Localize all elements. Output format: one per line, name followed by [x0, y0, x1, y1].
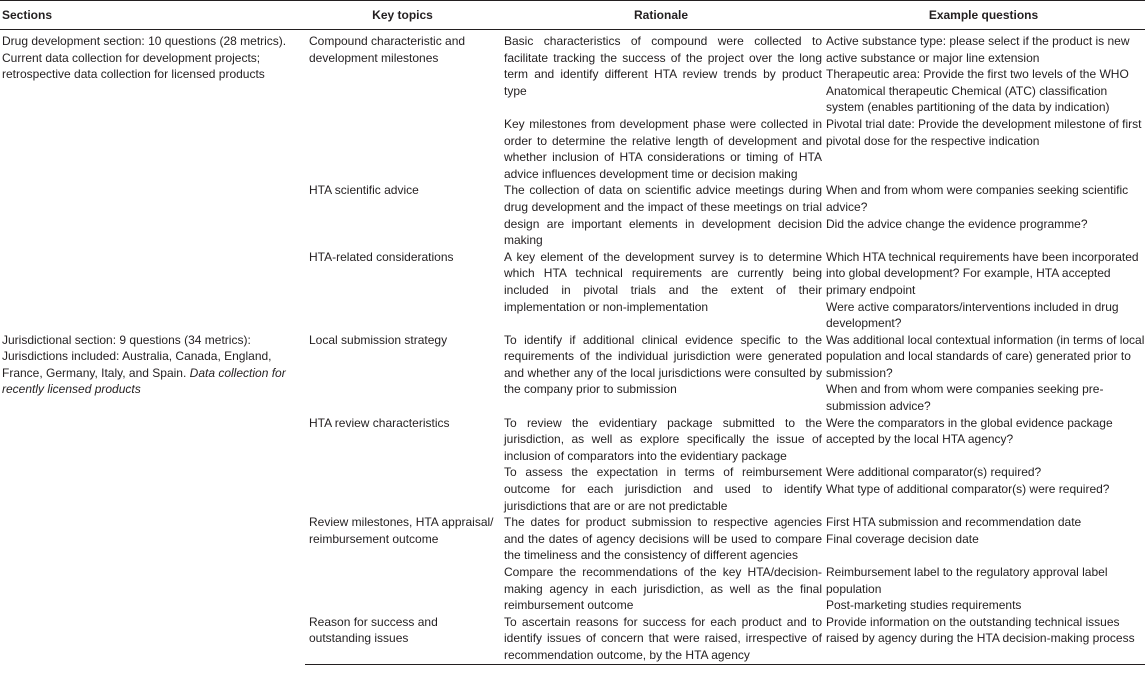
section-label-italic: Data collection for recently licensed products: [2, 365, 286, 397]
example-question: Pivotal trial date: Provide the development milestone of first pivotal dose for the respective indication: [826, 116, 1142, 148]
example-questions-cell: [822, 464, 1145, 514]
example-question: Final coverage decision date: [826, 531, 979, 546]
header-example-questions: Example questions: [822, 1, 1145, 30]
rationale-cell: Key milestones from development phase were collected in order to determine the relative length of development and whether inclusion of HTA considerations or timing of HTA advice influences development time or decision making: [504, 116, 822, 181]
header-rationale: Rationale: [500, 1, 822, 30]
key-topic-cell: Reason for success and outstanding issues: [305, 614, 500, 664]
example-questions-cell: [822, 116, 1145, 182]
example-question: Reimbursement label to the regulatory approval label population: [826, 565, 1108, 596]
example-question: Therapeutic area: Provide the first two levels of the WHO Anatomical therapeutic Chemical (ATC) classification system (enables partitioning of the data by indication): [826, 67, 1129, 115]
key-topic-cell: [305, 464, 500, 514]
rationale-cell: The dates for product submission to respective agencies and the dates of agency decisions will be used to compare the timeliness and the consistency of different agencies: [504, 515, 822, 563]
rationale-cell: To assess the expectation in terms of reimbursement outcome for each jurisdiction and used to identify jurisdictions that are or are not predictable: [504, 465, 822, 513]
key-topic-cell: Compound characteristic and development milestones: [309, 34, 466, 65]
example-question: Active substance type: please select if the product is new active substance or major line extension: [826, 34, 1130, 65]
key-topic-cell: Local submission strategy: [309, 332, 448, 347]
rationale-cell: To review the evidentiary package submitted to the jurisdiction, as well as explore specifically the issue of inclusion of comparators into the evidentiary package: [504, 415, 822, 463]
rationale-cell: To identify if additional clinical evidence specific to the requirements of the individual jurisdiction were generated and whether any of the local jurisdictions were consulted by the company prior to submission: [504, 332, 822, 397]
table-row: [0, 30, 1145, 116]
key-topic-cell: HTA review characteristics: [309, 415, 450, 430]
section-label: Jurisdictional section: 9 questions (34 metrics): Jurisdictions included: Australia, Canada, England, France, Germany, Italy, and Spain.: [2, 332, 272, 380]
example-questions-cell: [822, 614, 1145, 664]
key-topic-cell: [305, 116, 500, 182]
example-questions-cell: [822, 30, 1145, 116]
key-topic-cell: HTA scientific advice: [309, 183, 419, 198]
example-question: Were the comparators in the global evidence package accepted by the local HTA agency?: [826, 415, 1113, 447]
header-key-topics: Key topics: [305, 1, 500, 30]
section-label: Drug development section: 10 questions (28 metrics). Current data collection for development projects; retrospective data collection for licensed products: [2, 34, 287, 82]
example-question: First HTA submission and recommendation date: [826, 515, 1082, 530]
example-questions-cell: [822, 514, 1145, 564]
key-topic-cell: Review milestones, HTA appraisal/ reimbursement outcome: [309, 515, 494, 546]
example-question: Did the advice change the evidence programme?: [826, 216, 1088, 231]
example-question: Provide information on the outstanding technical issues raised by agency during the HTA decision-making process: [826, 614, 1135, 646]
example-question: Which HTA technical requirements have been incorporated into global development? For example, HTA accepted primary endpoint: [826, 249, 1139, 297]
example-questions-cell: [822, 249, 1145, 332]
example-question: Were additional comparator(s) required?: [826, 465, 1042, 480]
example-question: When and from whom were companies seeking scientific advice?: [826, 183, 1129, 214]
rationale-cell: Basic characteristics of compound were collected to facilitate tracking the success of the project over the long term and identify different HTA review trends by product type: [504, 34, 822, 98]
example-questions-cell: [822, 564, 1145, 614]
example-question: Were active comparators/interventions included in drug development?: [826, 299, 1119, 331]
section-jurisdictional: [0, 332, 305, 664]
example-question: Was additional local contextual information (in terms of local population and local standards of care) generated prior to submission?: [826, 332, 1145, 380]
rationale-cell: Compare the recommendations of the key HTA/decision-making agency in each jurisdiction, as well as the final reimbursement outcome: [504, 565, 822, 613]
example-question: Post-marketing studies requirements: [826, 598, 1022, 613]
table-row: [0, 332, 1145, 415]
rationale-cell: The collection of data on scientific advice meetings during drug development and the impact of these meetings on trial design are important elements in development decision making: [504, 183, 822, 248]
example-questions-cell: [822, 332, 1145, 415]
header-sections: Sections: [0, 1, 305, 30]
key-topic-cell: HTA-related considerations: [309, 249, 454, 264]
rationale-cell: A key element of the development survey is to determine which HTA technical requirements are currently being included in pivotal trials and the extent of their implementation or non-implementation: [504, 249, 822, 314]
example-questions-cell: [822, 415, 1145, 465]
rationale-cell: To ascertain reasons for success for each product and to identify issues of concern that were raised, irrespective of recommendation outcome, by the HTA agency: [500, 614, 822, 664]
table-header-row: [0, 1, 1145, 30]
example-question: What type of additional comparator(s) were required?: [826, 482, 1110, 497]
example-questions-cell: [822, 182, 1145, 248]
example-question: When and from whom were companies seeking pre-submission advice?: [826, 382, 1104, 414]
key-topic-cell: [305, 564, 500, 614]
section-drug-development: [0, 30, 305, 332]
